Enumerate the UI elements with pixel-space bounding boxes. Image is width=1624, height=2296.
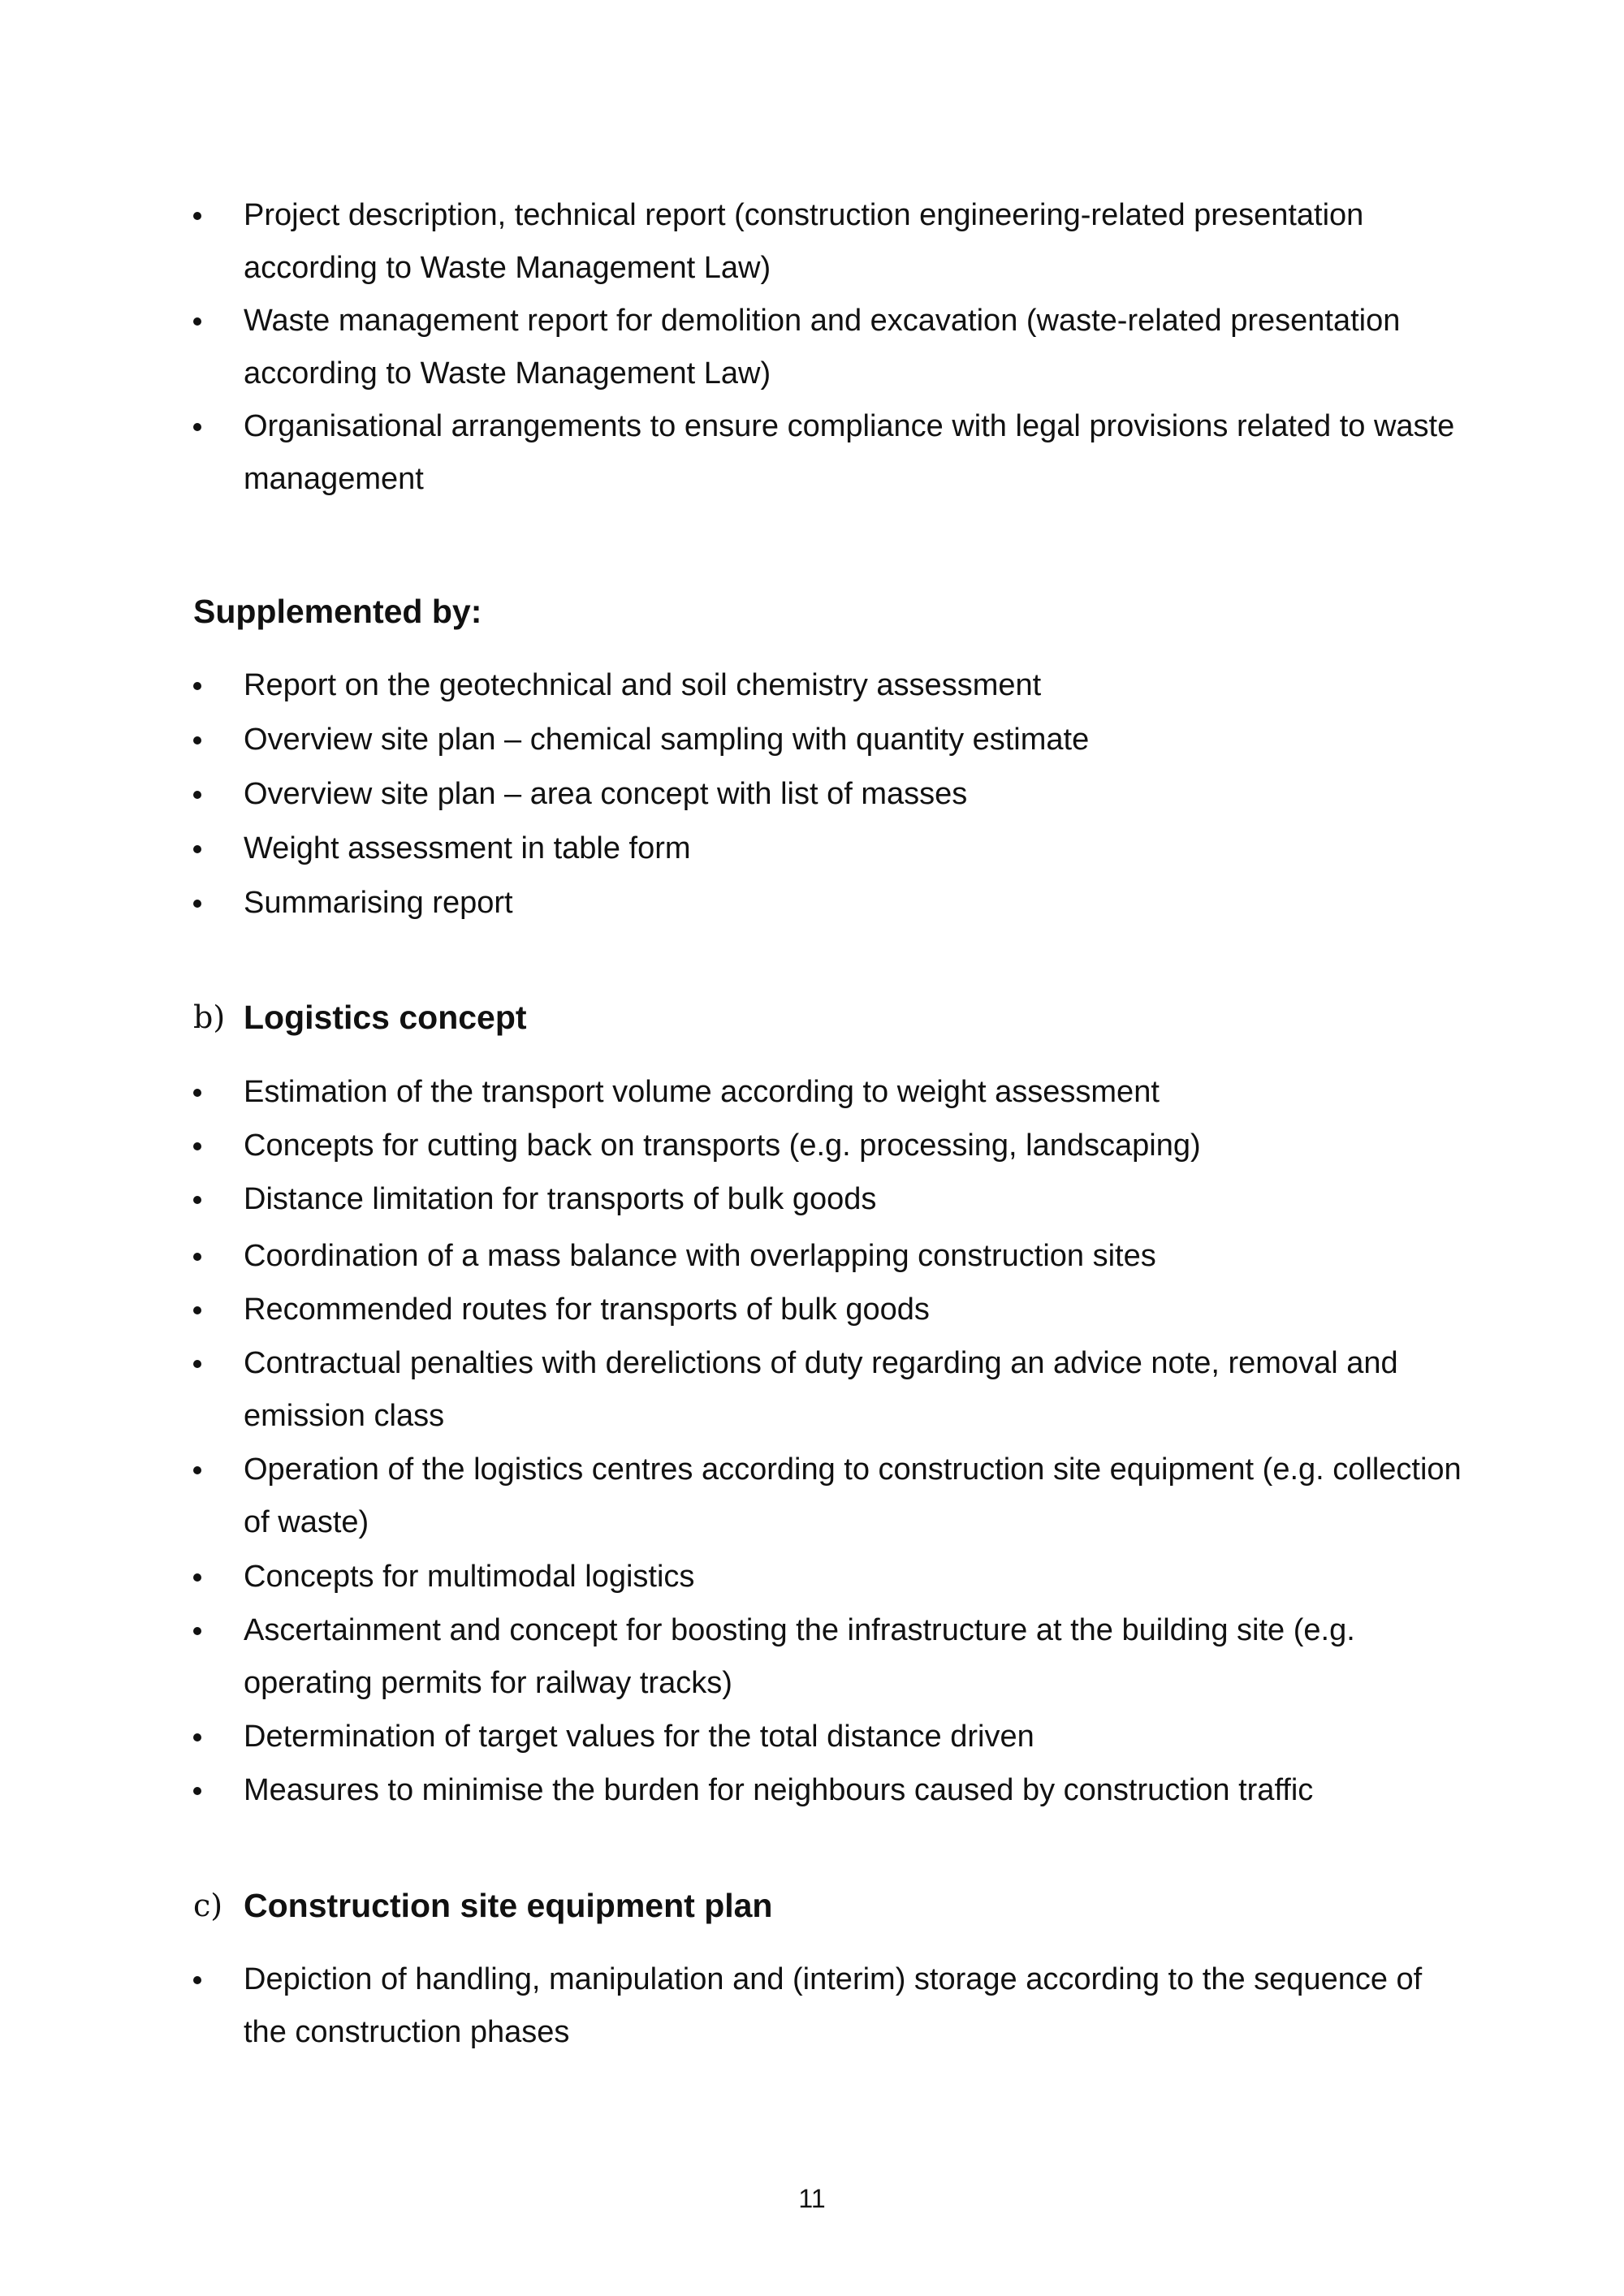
- list-item: Overview site plan – area concept with list of masses: [0, 768, 1462, 821]
- list-item: Depiction of handling, manipulation and (interim) storage according to the sequence of the construction phases: [0, 1953, 1462, 2059]
- list-item: Operation of the logistics centres according to construction site equipment (e.g. collection of waste): [0, 1444, 1462, 1549]
- section-c-letter: c): [193, 1888, 223, 1923]
- bullet-icon: [193, 1142, 201, 1150]
- bullet-icon: [193, 423, 201, 431]
- bullet-icon: [193, 1466, 201, 1474]
- list-item: Ascertainment and concept for boosting the infrastructure at the building site (e.g. operating permits for railway tracks): [0, 1604, 1462, 1710]
- top-bullet-list: [0, 189, 1624, 506]
- bullet-icon: [193, 1787, 201, 1795]
- list-item: Organisational arrangements to ensure compliance with legal provisions related to waste management: [0, 400, 1462, 506]
- list-item: Summarising report: [0, 877, 1462, 930]
- bullet-icon: [193, 1976, 201, 1984]
- bullet-icon: [193, 736, 201, 744]
- bullet-icon: [193, 791, 201, 799]
- list-item: Contractual penalties with derelictions of duty regarding an advice note, removal and emission class: [0, 1337, 1462, 1443]
- page-number: 11: [798, 2184, 826, 2213]
- list-item: Waste management report for demolition and excavation (waste-related presentation according to Waste Management Law): [0, 295, 1462, 400]
- bullet-icon: [193, 845, 201, 853]
- list-item: Recommended routes for transports of bulk goods: [0, 1284, 1462, 1336]
- list-item: Coordination of a mass balance with overlapping construction sites: [0, 1230, 1462, 1283]
- bullet-icon: [193, 1196, 201, 1204]
- logistics-bullet-list: [0, 1066, 1624, 1817]
- bullet-icon: [193, 1733, 201, 1741]
- list-item: Estimation of the transport volume according to weight assessment: [0, 1066, 1462, 1119]
- supplemented-heading: Supplemented by:: [193, 593, 482, 630]
- supplemented-bullet-list: [0, 659, 1624, 930]
- section-b-heading: Logistics concept: [244, 999, 527, 1036]
- bullet-icon: [193, 1573, 201, 1582]
- bullet-icon: [193, 1253, 201, 1261]
- section-b-letter: b): [193, 999, 226, 1035]
- list-item: Report on the geotechnical and soil chemistry assessment: [0, 659, 1462, 712]
- bullet-icon: [193, 212, 201, 220]
- list-item: Project description, technical report (construction engineering-related presentation according to Waste Management Law): [0, 189, 1462, 295]
- bullet-icon: [193, 1306, 201, 1314]
- list-item: Determination of target values for the total distance driven: [0, 1711, 1462, 1763]
- bullet-icon: [193, 1089, 201, 1097]
- bullet-icon: [193, 317, 201, 326]
- bullet-icon: [193, 1627, 201, 1635]
- list-item: Weight assessment in table form: [0, 822, 1462, 875]
- section-c-heading: Construction site equipment plan: [244, 1887, 773, 1924]
- list-item: Measures to minimise the burden for neighbours caused by construction traffic: [0, 1764, 1462, 1817]
- list-item: Distance limitation for transports of bulk goods: [0, 1173, 1462, 1226]
- bullet-icon: [193, 682, 201, 690]
- bullet-icon: [193, 1360, 201, 1368]
- list-item: Overview site plan – chemical sampling with quantity estimate: [0, 714, 1462, 766]
- bullet-icon: [193, 900, 201, 908]
- list-item: Concepts for cutting back on transports (e.g. processing, landscaping): [0, 1120, 1462, 1172]
- list-item: Concepts for multimodal logistics: [0, 1551, 1462, 1603]
- equipment-bullet-list: [0, 1953, 1624, 2059]
